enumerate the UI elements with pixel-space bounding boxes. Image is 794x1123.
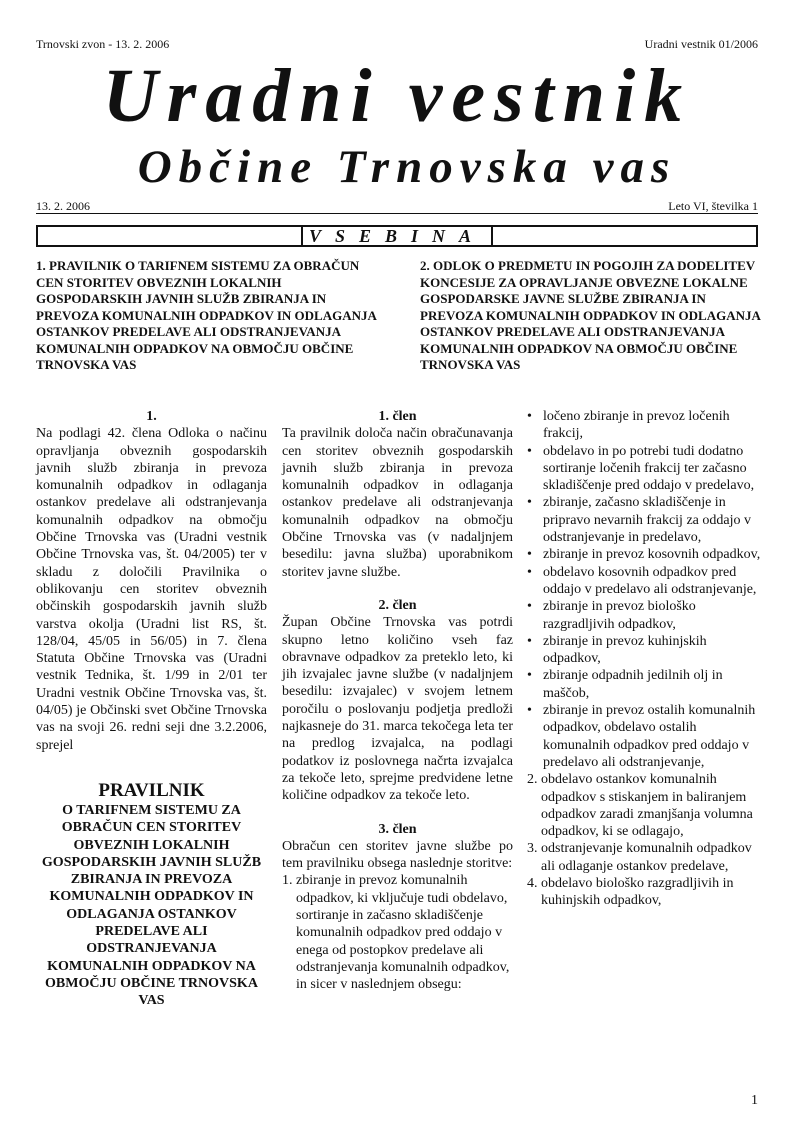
service-bullet-list	[527, 408, 762, 771]
pravilnik-title: PRAVILNIK	[98, 779, 205, 801]
page-number: 1	[751, 1093, 758, 1108]
issue-number: Leto VI, številka 1	[668, 199, 758, 213]
header-right: Uradni vestnik 01/2006	[644, 37, 758, 51]
column-1	[36, 408, 267, 1010]
list-item: • zbiranje odpadnih jedilnih olj in maščob,	[527, 667, 762, 702]
list-item: 4. obdelavo biološko razgradljivih in kuhinjskih odpadkov,	[527, 876, 734, 909]
list-item: • ločeno zbiranje in prevoz ločenih frakcij,	[527, 408, 762, 443]
pravilnik-subtitle: O TARIFNEM SISTEMU ZA OBRAČUN CEN STORITEV OBVEZNIH LOKALNIH GOSPODARSKIH JAVNIH SLUŽB ZBIRANJA IN PREVOZA KOMUNALNIH ODPADKOV IN ODLAGANJA OSTANKOV PREDELAVE ALI ODSTRANJEVANJA KOMUNALNIH ODPADKOV NA OBMOČJU OBČINE TRNOVSKA VAS	[41, 802, 262, 1009]
contents-item-2: 2. ODLOK O PREDMETU IN POGOJIH ZA DODELITEV KONCESIJE ZA OPRAVLJANJE OBVEZNE LOKALNE GOSPODARSKE JAVNE SLUŽBE ZBIRANJA IN PREVOZA KOMUNALNIH ODPADKOV IN ODLAGANJA OSTANKOV PREDELAVE ALI ODSTRANJEVANJA KOMUNALNIH ODPADKOV NA OBMOČJU OBČINE TRNOVSKA VAS	[420, 258, 761, 372]
contents-banner	[36, 225, 758, 247]
service-numbered-list	[527, 771, 762, 909]
column-3	[527, 408, 762, 910]
masthead-subtitle: Občine Trnovska vas	[137, 141, 677, 193]
list-item: 2. obdelavo ostankov komunalnih odpadkov s stiskanjem in baliranjem odpadkov zaradi zmanjšanja volumna odpadkov, ki se odlagajo,	[527, 772, 753, 840]
list-item: • zbiranje in prevoz biološko razgradljivih odpadkov,	[527, 598, 762, 633]
issue-date: 13. 2. 2006	[36, 199, 90, 213]
article-3-text: Obračun cen storitev javne službe po tem pravilniku obsega naslednje storitve:	[282, 838, 513, 872]
masthead-title: Uradni vestnik	[102, 54, 692, 138]
contents-title: VSEBINA	[301, 227, 493, 245]
header-rule	[36, 213, 758, 214]
list-item: • obdelavo kosovnih odpadkov pred oddajo v predelavo ali odstranjevanje,	[527, 564, 762, 599]
article-2-heading: 2. člen	[378, 597, 417, 613]
article-1-heading: 1. člen	[378, 409, 417, 424]
list-item: • zbiranje, začasno skladiščenje in pripravo nevarnih frakcij za oddajo v odstranjevanje in predelavo,	[527, 494, 762, 546]
header-left: Trnovski zvon - 13. 2. 2006	[36, 37, 170, 51]
preamble-text: Na podlagi 42. člena Odloka o načinu opravljanja obveznih gospodarskih javnih služb zbiranja in prevoza komunalnih odpadkov in odlaganja ostankov predelave ali odstranjevanja komunalnih odpadkov na območju Občine Trnovska vas (Uradni vestnik Občine Trnovska vas, št. 04/2005) ter v skladu z določili Pravilnika o oblikovanju cen storitev obveznih občinskih gospodarskih javnih služb varstva okolja (Uradni list RS, št. 128/04, 45/05 in 56/05) in 7. člena Statuta Občine Trnovska vas (Uradni vestnik Tednika, št. 1/99 in 2/01 ter Uradni vestnik Občine Trnovska vas, št. 04/05) je Občinski svet Občine Trnovska vas na svoji 26. redni seji dne 3.2.2006, sprejel	[36, 426, 267, 753]
list-item: • obdelavo in po potrebi tudi dodatno sortiranje ločenih frakcij ter začasno skladiščenje pred oddajo v predelavo,	[527, 443, 762, 495]
article-3-item-1: 1. zbiranje in prevoz komunalnih odpadkov, ki vključuje tudi obdelavo, sortiranje in začasno skladiščenje komunalnih odpadkov pred oddajo v enega od postopkov predelave ali odstranjevanja komunalnih odpadkov, in sicer v naslednjem obsegu:	[282, 873, 510, 993]
article-3-heading: 3. člen	[378, 821, 417, 837]
column-2	[282, 408, 513, 994]
article-2-text: Župan Občine Trnovska vas potrdi skupno letno količino vseh faz obravnave odpadkov za preteklo leto, ki jih izvajalec javne službe (v nadaljnjem besedilu: izvajalec) v svojem letnem poročilu o poslovanju podjetja predloži najkasneje do 31. marca tekočega leta ter na predlog izvajalca, na podlagi podatkov iz poslovnega načrta izvajalca za tekoče leto, sprejme predvidene letne količine odpadkov za tekoče leto.	[282, 615, 513, 804]
contents-item-1: 1. PRAVILNIK O TARIFNEM SISTEMU ZA OBRAČUN CEN STORITEV OBVEZNIH LOKALNIH GOSPODARSKIH JAVNIH SLUŽB ZBIRANJA IN PREVOZA KOMUNALNIH ODPADKOV IN ODLAGANJA OSTANKOV PREDELAVE ALI ODSTRANJEVANJA KOMUNALNIH ODPADKOV NA OBMOČJU OBČINE TRNOVSKA VAS	[36, 258, 377, 372]
list-item: • zbiranje in prevoz kosovnih odpadkov,	[527, 546, 762, 563]
section-heading: 1.	[146, 409, 157, 424]
list-item: • zbiranje in prevoz kuhinjskih odpadkov,	[527, 633, 762, 668]
list-item: • zbiranje in prevoz ostalih komunalnih odpadkov, obdelavo ostalih komunalnih odpadkov pred oddajo v predelavo ali odstranjevanje,	[527, 702, 762, 771]
list-item: 3. odstranjevanje komunalnih odpadkov ali odlaganje ostankov predelave,	[527, 841, 752, 874]
article-1-text: Ta pravilnik določa način obračunavanja cen storitev obveznih gospodarskih javnih služb zbiranja in prevoza komunalnih odpadkov in odlaganja ostankov predelave ali odstranjevanja komunalnih odpadkov na območju Občine Trnovska vas (v nadaljnjem besedilu: javna služba) uporabnikom storitev javne službe.	[282, 426, 513, 580]
